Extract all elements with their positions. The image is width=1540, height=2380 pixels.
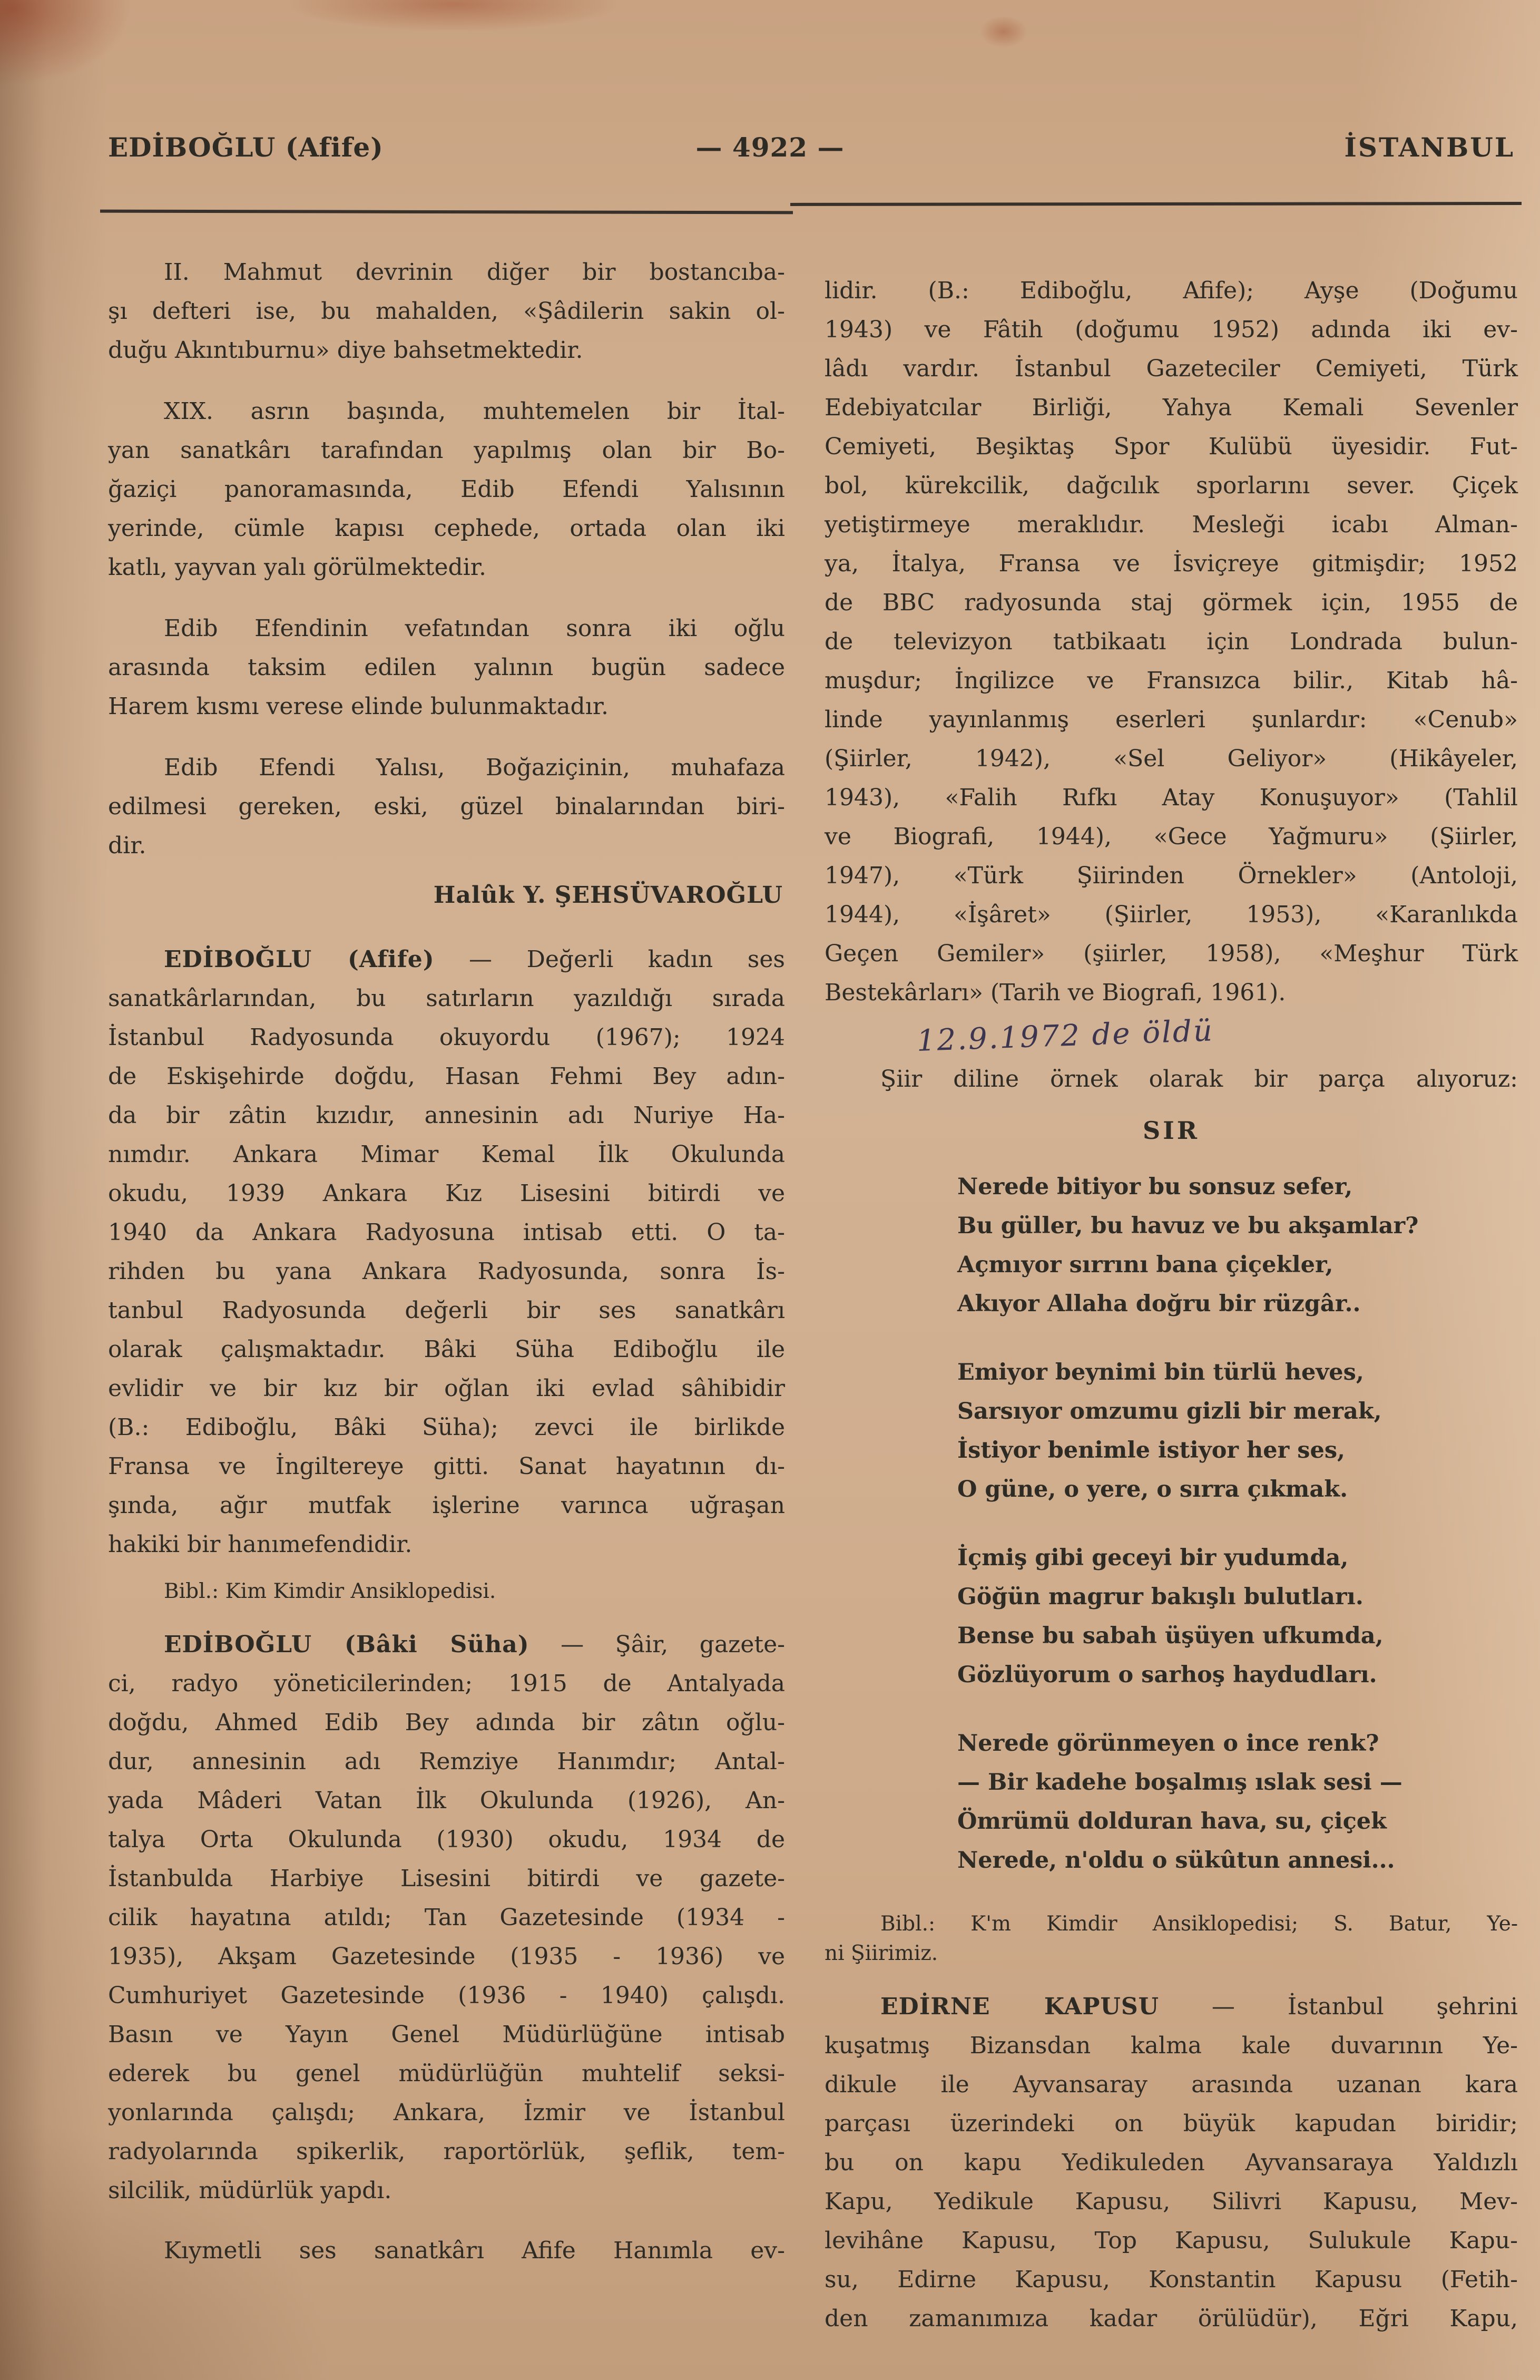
text-line: ğaziçi panoramasında, Edib Efendi Yalısının [108, 476, 785, 503]
running-head-entry: EDİBOĞLU (Afife) [108, 132, 384, 163]
text-line: yetiştirmeye meraklıdır. Mesleği icabı Alman- [825, 511, 1518, 538]
entry-first-line-rest: — Şâir, gazete- [529, 1631, 785, 1658]
entry-body [108, 1664, 785, 2210]
entry-ediboglu-afife [108, 940, 785, 1564]
text-line: Göğün magrur bakışlı bulutları. [957, 1584, 1364, 1610]
entry-headword: EDİBOĞLU (Afife) [164, 946, 435, 973]
text-line: yada Mâderi Vatan İlk Okulunda (1926), An- [108, 1787, 785, 1814]
text-line: okudu, 1939 Ankara Kız Lisesini bitirdi ve [108, 1180, 785, 1207]
text-line: edilmesi gereken, eski, güzel binalarından biri- [108, 793, 785, 820]
text-line: da bir zâtin kızıdır, annesinin adı Nuriye Ha- [108, 1102, 785, 1129]
text-line: dur, annesinin adı Remziye Hanımdır; Antal- [108, 1748, 785, 1775]
text-line: Kıymetli ses sanatkârı Afife Hanımla ev- [164, 2237, 785, 2264]
text-line: de BBC radyosunda staj görmek için, 1955 de [825, 589, 1518, 616]
text-line: ya, İtalya, Fransa ve İsviçreye gitmişdir; 1952 [825, 550, 1518, 577]
bibliography-afife [108, 1577, 785, 1606]
text-line: 1940 da Ankara Radyosuna intisab etti. O ta- [108, 1219, 785, 1246]
text-line: ci, radyo yöneticilerinden; 1915 de Antalyada [108, 1670, 785, 1697]
text-line: Harem kısmı verese elinde bulunmaktadır. [108, 693, 609, 720]
text-line: (Şiirler, 1942), «Sel Geliyor» (Hikâyeler, [825, 745, 1518, 772]
running-head-section: İSTANBUL [1344, 132, 1515, 163]
entry-body [825, 2026, 1518, 2338]
text-line: İstanbul Radyosunda okuyordu (1967); 1924 [108, 1024, 785, 1051]
handwritten-death-note: 12.9.1972 de öldü [916, 1013, 1214, 1058]
text-line: Açmıyor sırrını bana çiçekler, [957, 1252, 1333, 1278]
text-line: Sarsıyor omzumu gizli bir merak, [957, 1398, 1382, 1425]
entry-ediboglu-baki-suha [108, 1625, 785, 2210]
text-line: II. Mahmut devrinin diğer bir bostancıba- [164, 259, 785, 286]
text-line: talya Orta Okulunda (1930) okudu, 1934 de [108, 1826, 785, 1853]
entry-first-line [825, 1987, 1518, 2026]
text-line: Bu güller, bu havuz ve bu akşamlar? [957, 1213, 1419, 1239]
text-line: Bibl.: K'm Kimdir Ansiklopedisi; S. Batur, Ye- [880, 1912, 1518, 1936]
text-line: Akıyor Allaha doğru bir rüzgâr.. [957, 1291, 1361, 1317]
text-line: Bense bu sabah üşüyen ufkumda, [957, 1623, 1384, 1649]
text-line: de Eskişehirde doğdu, Hasan Fehmi Bey adın- [108, 1063, 785, 1090]
page-number: — 4922 — [695, 132, 845, 163]
text-line: İstiyor benimle istiyor her ses, [957, 1437, 1346, 1464]
text-line: hakiki bir hanımefendidir. [108, 1531, 413, 1558]
text-line: şında, ağır mutfak işlerine varınca uğraşan [108, 1492, 785, 1519]
paragraph-bostancibasi [108, 253, 785, 370]
text-line: Şiir diline örnek olarak bir parça alıyoruz: [880, 1066, 1518, 1093]
text-line: lidir. (B.: Ediboğlu, Afife); Ayşe (Doğumu [825, 277, 1518, 304]
text-line: Cemiyeti, Beşiktaş Spor Kulübü üyesidir. Fut- [825, 433, 1518, 460]
text-line: duğu Akıntıburnu» diye bahsetmektedir. [108, 337, 583, 364]
text-line: levihâne Kapusu, Top Kapusu, Sulukule Kapu- [825, 2227, 1518, 2254]
text-line: lâdı vardır. İstanbul Gazeteciler Cemiyeti, Türk [825, 355, 1518, 382]
header-rule-right [790, 202, 1522, 206]
paragraph-kiymetli [108, 2231, 785, 2270]
text-line: Basın ve Yayın Genel Müdürlüğüne intisab [108, 2021, 785, 2048]
text-line: arasında taksim edilen yalının bugün sadece [108, 654, 785, 681]
entry-headword: EDİRNE KAPUSU [880, 1993, 1160, 2020]
text-line: 1943), «Falih Rıfkı Atay Konuşuyor» (Tahlil [825, 784, 1518, 811]
text-line: yonlarında çalışdı; Ankara, İzmir ve İstanbul [108, 2099, 785, 2126]
left-column [108, 253, 785, 2293]
text-line: ederek bu genel müdürlüğün muhtelif seksi- [108, 2060, 785, 2087]
text-line: Nerede görünmeyen o ince renk? [957, 1730, 1379, 1757]
paragraph-panorama [108, 392, 785, 587]
poem-sir [825, 1167, 1518, 1880]
text-line: olarak çalışmaktadır. Bâki Süha Ediboğlu ile [108, 1336, 785, 1363]
text-line: linde yayınlanmış eserleri şunlardır: «Cenub» [825, 706, 1518, 733]
text-line: İstanbulda Harbiye Lisesini bitirdi ve gazete- [108, 1865, 785, 1892]
text-line: O güne, o yere, o sırra çıkmak. [957, 1476, 1348, 1503]
text-line: ni Şiirimiz. [825, 1942, 938, 1965]
poem-stanza-4 [825, 1724, 1518, 1880]
entry-body [108, 979, 785, 1564]
text-line: 1935), Akşam Gazetesinde (1935 - 1936) ve [108, 1943, 785, 1970]
text-line: parçası üzerindeki on büyük kapudan biridir; [825, 2110, 1518, 2137]
poem-stanza-1 [825, 1167, 1518, 1323]
text-line: XIX. asrın başında, muhtemelen bir İtal- [164, 398, 785, 425]
text-line: radyolarında spikerlik, raportörlük, şeflik, tem- [108, 2138, 785, 2165]
text-line: rihden bu yana Ankara Radyosunda, sonra İs- [108, 1258, 785, 1285]
entry-headword: EDİBOĞLU (Bâki Süha) [164, 1631, 529, 1658]
entry-first-line [108, 1625, 785, 1664]
text-line: Edib Efendi Yalısı, Boğaziçinin, muhafaza [164, 754, 785, 781]
text-line: evlidir ve bir kız bir oğlan iki evlad sâhibidir [108, 1375, 785, 1402]
text-line: Emiyor beynimi bin türlü heves, [957, 1359, 1364, 1386]
text-line: katlı, yayvan yalı görülmektedir. [108, 554, 486, 581]
text-line: Geçen Gemiler» (şiirler, 1958), «Meşhur Türk [825, 940, 1518, 967]
poem-stanza-2 [825, 1353, 1518, 1509]
entry-first-line-rest: — Değerli kadın ses [434, 946, 785, 973]
text-line: cilik hayatına atıldı; Tan Gazetesinde (1934 - [108, 1904, 785, 1931]
text-line: — Bir kadehe boşalmış ıslak sesi — [957, 1769, 1402, 1796]
text-line: 1943) ve Fâtih (doğumu 1952) adında iki ev- [825, 316, 1518, 343]
text-line: Bestekârları» (Tarih ve Biografi, 1961). [825, 979, 1286, 1006]
paragraph-continuation [825, 271, 1518, 1012]
paragraph-yalisi [108, 748, 785, 865]
text-line: 1947), «Türk Şiirinden Örnekler» (Antoloji, [825, 862, 1518, 889]
entry-first-line-rest: — İstanbul şehrini [1159, 1993, 1518, 2020]
text-line: Ömrümü dolduran hava, su, çiçek [957, 1808, 1387, 1835]
text-line: Edib Efendinin vefatından sonra iki oğlu [164, 615, 785, 642]
text-line: Nerede bitiyor bu sonsuz sefer, [957, 1174, 1353, 1200]
text-line: muşdur; İngilizce ve Fransızca bilir., Kitab hâ- [825, 667, 1518, 694]
text-line: yan sanatkârı tarafından yapılmış olan bir Bo- [108, 437, 785, 464]
right-column [825, 271, 1518, 2351]
text-line: Gözlüyorum o sarhoş haydudları. [957, 1662, 1377, 1688]
text-line: 1944), «İşâret» (Şiirler, 1953), «Karanlıkda [825, 901, 1518, 928]
header-rule-left [100, 210, 793, 214]
text-line: bu on kapu Yedikuleden Ayvansaraya Yaldızlı [825, 2149, 1518, 2176]
text-line: dir. [108, 832, 146, 859]
entry-first-line [108, 940, 785, 979]
text-line: Bibl.: Kim Kimdir Ansiklopedisi. [164, 1579, 496, 1603]
paragraph-poem-intro [825, 1060, 1518, 1099]
text-line: Cumhuriyet Gazetesinde (1936 - 1940) çalışdı. [108, 1982, 785, 2009]
text-line: yerinde, cümle kapısı cephede, ortada olan iki [108, 515, 785, 542]
text-line: kuşatmış Bizansdan kalma kale duvarının Ye- [825, 2032, 1518, 2059]
paragraph-vefat [108, 609, 785, 726]
text-line: den zamanımıza kadar örülüdür), Eğri Kapu, [825, 2305, 1518, 2332]
text-line: doğdu, Ahmed Edib Bey adında bir zâtın oğlu- [108, 1709, 785, 1736]
bibliography-baki-suha [825, 1909, 1518, 1968]
poem-title: SIR [1143, 1116, 1200, 1145]
text-line: su, Edirne Kapusu, Konstantin Kapusu (Fetih- [825, 2266, 1518, 2293]
text-line: (B.: Ediboğlu, Bâki Süha); zevci ile birlikde [108, 1414, 785, 1441]
text-line: Nerede, n'oldu o sükûtun annesi... [957, 1847, 1395, 1874]
text-line: sanatkârlarından, bu satırların yazıldığı sırada [108, 985, 785, 1012]
text-line: İçmiş gibi geceyi bir yudumda, [957, 1545, 1349, 1571]
text-line: bol, kürekcilik, dağcılık sporlarını sever. Çiçek [825, 472, 1518, 499]
poem-stanza-3 [825, 1538, 1518, 1694]
text-line: tanbul Radyosunda değerli bir ses sanatkârı [108, 1297, 785, 1324]
text-line: Fransa ve İngiltereye gitti. Sanat hayatının dı- [108, 1453, 785, 1480]
text-line: nımdır. Ankara Mimar Kemal İlk Okulunda [108, 1141, 785, 1168]
text-line: Edebiyatcılar Birliği, Yahya Kemali Sevenler [825, 394, 1518, 421]
text-line: Kapu, Yedikule Kapusu, Silivri Kapusu, Mev- [825, 2188, 1518, 2215]
author-signature: Halûk Y. ŞEHSÜVAROĞLU [433, 882, 783, 909]
text-line: silcilik, müdürlük yapdı. [108, 2177, 392, 2204]
text-line: ve Biografi, 1944), «Gece Yağmuru» (Şiirler, [825, 823, 1518, 850]
entry-edirne-kapusu [825, 1987, 1518, 2338]
text-line: de televizyon tatbikaatı için Londrada bulun- [825, 628, 1518, 655]
text-line: şı defteri ise, bu mahalden, «Şâdilerin sakin ol- [108, 298, 785, 325]
text-line: dikule ile Ayvansaray arasında uzanan kara [825, 2071, 1518, 2098]
